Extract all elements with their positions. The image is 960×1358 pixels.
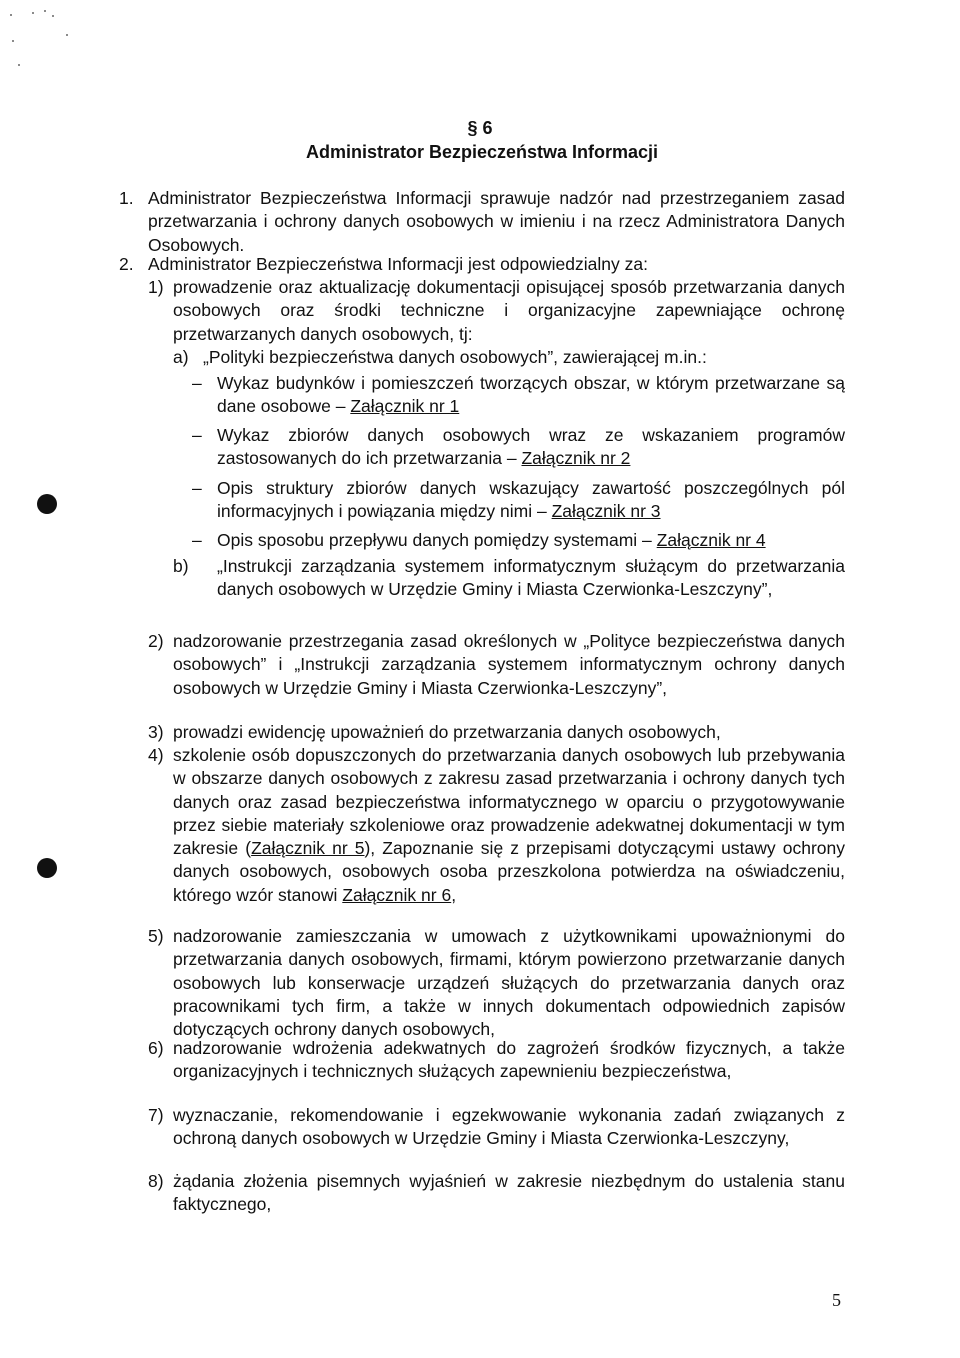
item-4-text-c: , — [451, 884, 457, 905]
paragraph-1-text: Administrator Bezpieczeństwa Informacji sprawuje nadzór nad przestrzeganiem zasad przetwarzania i ochrony danych osobowych w imieniu i na rzecz Administratora Danych Osobowych. — [148, 188, 845, 255]
dash-item-3-text: Opis struktury zbiorów danych wskazujący zawartość poszczególnych pól informacyjnych i powiązania między nimi – — [217, 478, 845, 522]
item-1b-label: b) — [173, 556, 189, 576]
item-2-text: nadzorowanie przestrzegania zasad określonych w „Polityce bezpieczeństwa danych osobowych” i „Instrukcji zarządzania systemem informatycznym ochrony danych osobowych w Urzędzie Gminy i Miasta Czerwionka-Leszczyny”, — [173, 631, 845, 698]
item-3-text: prowadzi ewidencję upoważnień do przetwarzania danych osobowych, — [173, 722, 721, 742]
section-number: § 6 — [467, 118, 493, 138]
dash-item-4-text: Opis sposobu przepływu danych pomiędzy systemami – — [217, 530, 652, 550]
scan-noise-icon — [66, 34, 68, 36]
paragraph-1-number: 1. — [119, 188, 134, 208]
scan-noise-icon — [12, 40, 14, 42]
item-5-number: 5) — [148, 926, 164, 946]
item-3-number: 3) — [148, 722, 164, 742]
item-1-number: 1) — [148, 277, 164, 297]
item-5-text: nadzorowanie zamieszczania w umowach z użytkownikami upoważnionymi do przetwarzania danych osobowych, firmami, którym powierzono przetwarzanie danych osobowych lub konserwacje urządzeń służących do przetwarzania danych oraz pracownikami tych firm, a także w innych dokumentach odpowiednich zapisów dotyczących ochrony danych osobowych, — [173, 926, 845, 1040]
item-1b-text: „Instrukcji zarządzania systemem informatycznym służącym do przetwarzania danych osobowych w Urzędzie Gminy i Miasta Czerwionka-Leszczyny”, — [217, 556, 845, 600]
item-4-number: 4) — [148, 745, 164, 765]
item-7-number: 7) — [148, 1105, 164, 1125]
dash-1-icon: – — [192, 373, 202, 393]
scan-noise-icon — [18, 64, 20, 66]
item-7-text: wyznaczanie, rekomendowanie i egzekwowanie wykonania zadań związanych z ochroną danych osobowych w Urzędzie Gminy i Miasta Czerwionka-Leszczyny, — [173, 1105, 845, 1149]
page-number: 5 — [832, 1290, 841, 1310]
section-title: Administrator Bezpieczeństwa Informacji — [305, 142, 659, 162]
item-4-text — [173, 744, 845, 907]
punch-hole-icon — [37, 858, 57, 878]
item-4-text-a: szkolenie osób dopuszczonych do przetwarzania danych osobowych lub przebywania w obszarze danych osobowych z zakresu zasad przetwarzania i ochrony danych tych danych oraz zasad bezpieczeństwa informatycznego w oparciu o przygotowywanie przez siebie materiały szkoleniowe oraz prowadzenie adekwatnej dokumentacji w tym zakresie ( — [173, 745, 845, 859]
scan-noise-icon — [10, 14, 12, 16]
scan-noise-icon — [32, 12, 34, 14]
dash-4-icon: – — [192, 530, 202, 550]
attachment-5-link[interactable]: Załącznik nr 5 — [251, 838, 365, 859]
item-1-text: prowadzenie oraz aktualizację dokumentacji opisującej sposób przetwarzania danych osobowych oraz środki techniczne i organizacyjne zapewniające ochronę przetwarzanych danych osobowych, tj: — [173, 277, 845, 344]
attachment-6-link[interactable]: Załącznik nr 6 — [342, 884, 452, 905]
scan-noise-icon — [52, 15, 54, 17]
attachment-4-link[interactable]: Załącznik nr 4 — [656, 530, 766, 550]
dash-2-icon: – — [192, 425, 202, 445]
scan-noise-icon — [44, 10, 46, 12]
dash-item-1 — [217, 372, 845, 419]
item-2-number: 2) — [148, 631, 164, 651]
dash-item-2 — [217, 424, 845, 471]
paragraph-2-intro: Administrator Bezpieczeństwa Informacji jest odpowiedzialny za: — [148, 254, 648, 274]
paragraph-2-number: 2. — [119, 254, 134, 274]
item-4-text-b: ), Zapoznanie się z przepisami dotyczącymi ustawy ochrony danych osobowych, osobowych osoba przeszkolona potwierdza na oświadczeniu, którego wzór stanowi — [173, 838, 845, 905]
attachment-1-link[interactable]: Załącznik nr 1 — [350, 396, 460, 417]
dash-3-icon: – — [192, 478, 202, 498]
dash-item-4 — [217, 529, 845, 552]
item-1a-text: „Polityki bezpieczeństwa danych osobowych”, zawierającej m.in.: — [203, 347, 707, 367]
item-6-number: 6) — [148, 1038, 164, 1058]
dash-item-2-text: Wykaz zbiorów danych osobowych wraz ze wskazaniem programów zastosowanych do ich przetwarzania – — [217, 425, 845, 469]
item-1a-label: a) — [173, 347, 189, 367]
item-8-text: żądania złożenia pisemnych wyjaśnień w zakresie niezbędnym do ustalenia stanu faktycznego, — [173, 1171, 845, 1215]
attachment-2-link[interactable]: Załącznik nr 2 — [521, 448, 631, 469]
item-8-number: 8) — [148, 1171, 164, 1191]
dash-item-3 — [217, 477, 845, 524]
item-6-text: nadzorowanie wdrożenia adekwatnych do zagrożeń środków fizycznych, a także organizacyjnych i technicznych służących zapewnieniu bezpieczeństwa, — [173, 1038, 845, 1082]
attachment-3-link[interactable]: Załącznik nr 3 — [551, 501, 661, 522]
dash-item-1-text: Wykaz budynków i pomieszczeń tworzących obszar, w którym przetwarzane są dane osobowe – — [217, 373, 845, 417]
punch-hole-icon — [37, 494, 57, 514]
